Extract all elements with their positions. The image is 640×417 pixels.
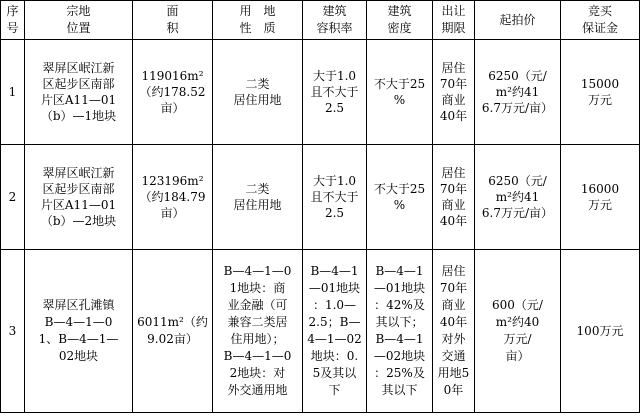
header-deposit: 竞买 保证金 [561, 1, 640, 40]
cell-floor-area-ratio: 大于1.0 且不大于 2.5 [303, 145, 367, 250]
cell-term: 居住 70年 商业 40年 [433, 40, 475, 145]
header-starting-price: 起拍价 [475, 1, 561, 40]
cell-building-density: B—4—1 —01地块 ：42%及 其以下； B—4—1 —02地块 ：25%及 其以下 [367, 250, 433, 413]
cell-land-use: 二类 居住用地 [213, 40, 303, 145]
cell-starting-price: 6250（元/ m²约41 6.7万元/亩） [475, 40, 561, 145]
cell-floor-area-ratio: 大于1.0 且不大于 2.5 [303, 40, 367, 145]
cell-floor-area-ratio: B—4—1 —01地块 ：1.0— 2.5；B— 4—1—02 地块：0. 5及其以 下 [303, 250, 367, 413]
header-location: 宗地 位置 [25, 1, 133, 40]
header-area: 面 积 [133, 1, 213, 40]
cell-building-density: 不大于25 % [367, 40, 433, 145]
cell-no: 1 [1, 40, 25, 145]
table-header-row [1, 1, 640, 40]
cell-location: 翠屏区岷江新 区起步区南部 片区A11—01 （b）—1地块 [25, 40, 133, 145]
cell-area: 119016m² （约178.52 亩） [133, 40, 213, 145]
cell-no: 3 [1, 250, 25, 413]
cell-starting-price: 6250（元/ m²约41 6.7万元/亩） [475, 145, 561, 250]
cell-location: 翠屏区岷江新 区起步区南部 片区A11—01 （b）—2地块 [25, 145, 133, 250]
cell-deposit: 100万元 [561, 250, 640, 413]
cell-starting-price: 600（元/ m²约40 万元/ 亩） [475, 250, 561, 413]
table-row [1, 250, 640, 413]
table-row [1, 145, 640, 250]
cell-land-use: B—4—1—0 1地块：商 业金融（可 兼容二类居 住用地）； B—4—1—0 2地块：对 外交通用地 [213, 250, 303, 413]
cell-area: 123196m² （约184.79 亩） [133, 145, 213, 250]
header-term: 出让 期限 [433, 1, 475, 40]
header-land-use: 用 地 性 质 [213, 1, 303, 40]
cell-no: 2 [1, 145, 25, 250]
cell-area: 6011m²（约 9.02亩） [133, 250, 213, 413]
cell-term: 居住 70年 商业 40年 [433, 145, 475, 250]
cell-location: 翠屏区孔滩镇 B—4—1—0 1、B—4—1— 02地块 [25, 250, 133, 413]
header-floor-area-ratio: 建筑 容积率 [303, 1, 367, 40]
cell-deposit: 16000 万元 [561, 145, 640, 250]
header-building-density: 建筑 密度 [367, 1, 433, 40]
table-row [1, 40, 640, 145]
cell-term: 居住 70年 商业 40年 对外 交通 用地5 0年 [433, 250, 475, 413]
cell-building-density: 不大于25 % [367, 145, 433, 250]
cell-deposit: 15000 万元 [561, 40, 640, 145]
header-no: 序 号 [1, 1, 25, 40]
cell-land-use: 二类 居住用地 [213, 145, 303, 250]
